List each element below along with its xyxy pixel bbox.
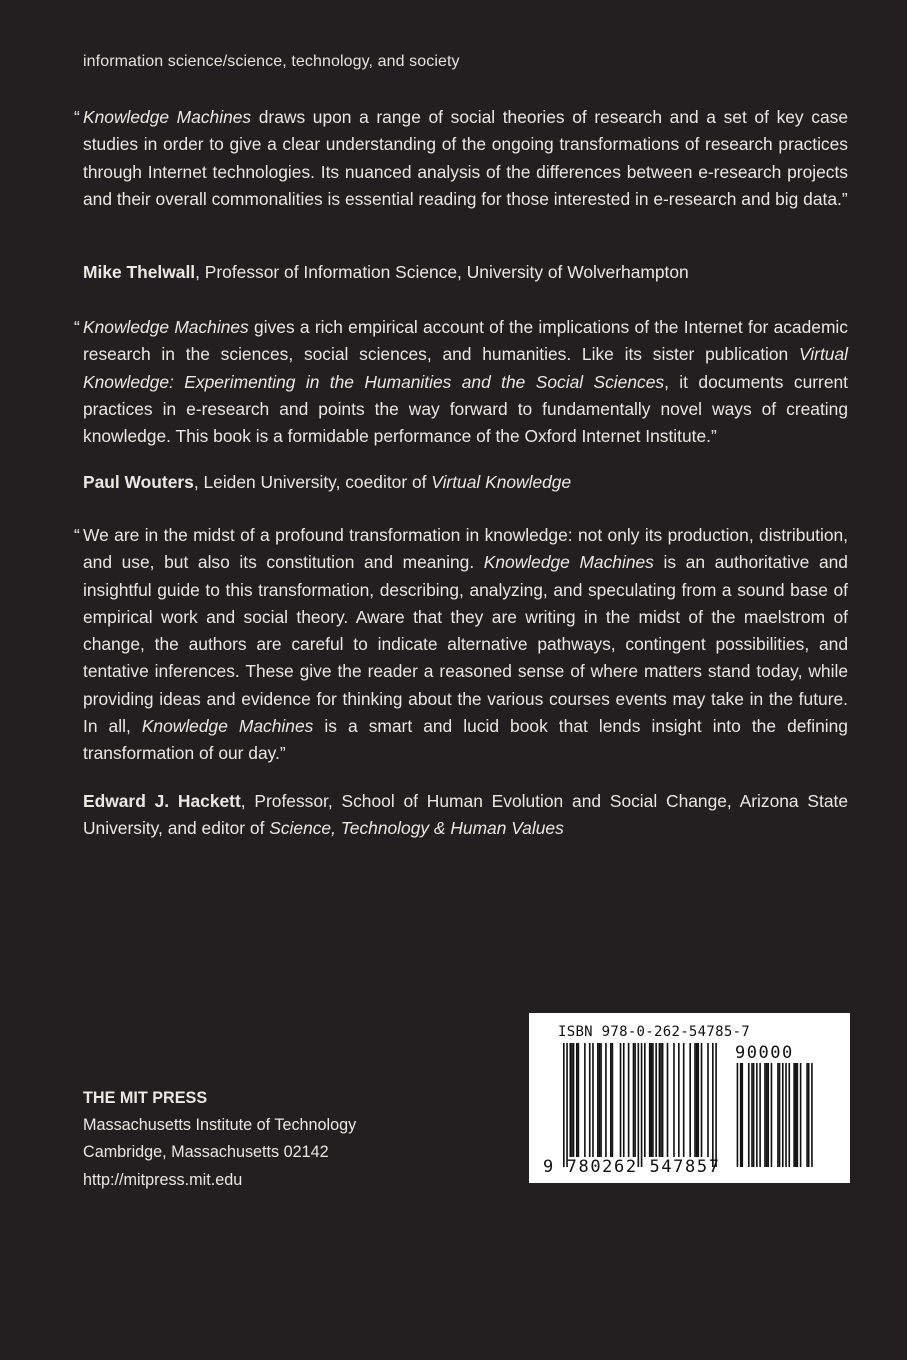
- barcode-bar: [563, 1043, 565, 1167]
- barcode-bar: [589, 1043, 591, 1157]
- barcode-addon-bar: [748, 1063, 750, 1167]
- barcode-bar: [696, 1043, 698, 1157]
- barcode-bar: [599, 1043, 601, 1157]
- barcode-bar: [612, 1043, 614, 1157]
- barcode-bar: [655, 1043, 657, 1157]
- barcode-bar: [623, 1043, 625, 1157]
- barcode-bar: [701, 1043, 703, 1157]
- isbn-label: ISBN 978-0-262-54785-7: [558, 1024, 751, 1040]
- barcode-addon-bar: [753, 1063, 755, 1167]
- reviewer-affiliation: , Professor, School of Human Evolution and Social Change, Arizona State University, and editor of: [83, 791, 848, 839]
- barcode-addon-bar: [808, 1063, 810, 1167]
- barcode-addon-bar: [737, 1063, 739, 1167]
- barcode-bar: [566, 1043, 568, 1167]
- barcode-bar: [605, 1043, 607, 1157]
- barcode-addon-bar: [795, 1063, 797, 1167]
- barcode-bar: [707, 1043, 709, 1157]
- barcode-bar: [662, 1043, 664, 1157]
- affiliation-title: Science, Technology & Human Values: [269, 818, 564, 839]
- barcode-bar: [652, 1043, 654, 1157]
- quote-text: , it documents current practices in e-research and points the way forward to fundamentally novel ways of creating knowledge. This book is a formidable performance of the Oxford Internet Institute.”: [83, 371, 848, 447]
- open-quote-mark: “: [74, 317, 80, 337]
- blurb-attribution-1: [83, 259, 848, 286]
- barcode-bar: [712, 1043, 714, 1167]
- barcode-bar: [620, 1043, 622, 1157]
- reviewer-affiliation: , Leiden University, coeditor of: [193, 472, 432, 492]
- quote-text: is a smart and lucid book that lends insight into the defining transformation of our day.”: [83, 716, 848, 764]
- barcode-bar: [597, 1043, 599, 1157]
- reviewer-name: Edward J. Hackett: [83, 791, 241, 811]
- open-quote-mark: “: [74, 107, 80, 127]
- barcode-addon-bar: [779, 1063, 781, 1167]
- barcode-bar: [678, 1043, 680, 1157]
- affiliation-title: Virtual Knowledge: [431, 472, 572, 492]
- blurb-quote-1: [74, 104, 848, 213]
- barcode-bar: [715, 1043, 717, 1167]
- barcode-addon-bar: [800, 1063, 802, 1167]
- barcode-bar: [644, 1043, 646, 1157]
- reviewer-name: Paul Wouters: [83, 472, 194, 492]
- barcode-addon-bar: [811, 1063, 813, 1167]
- barcode-bar: [573, 1043, 575, 1157]
- book-title: Knowledge Machines: [83, 107, 252, 127]
- barcode-addon-bar: [793, 1063, 795, 1167]
- barcode-bar: [610, 1043, 612, 1157]
- barcode-bar: [673, 1043, 675, 1157]
- barcode-bar: [576, 1043, 578, 1157]
- subject-category: information science/science, technology, and society: [83, 53, 460, 70]
- isbn-barcode: [529, 1013, 850, 1183]
- barcode-addon-bar: [806, 1063, 808, 1167]
- barcode-addon-bar: [740, 1063, 742, 1167]
- quote-text: We are in the midst of a profound transformation in knowledge: not only its production, distribution, and use, but also its constitution and meaning.: [83, 525, 848, 573]
- barcode-addon-bar: [756, 1063, 758, 1167]
- publisher-name: THE MIT PRESS: [83, 1089, 208, 1107]
- barcode-addon-bar: [782, 1063, 784, 1167]
- sister-book-title: Virtual Knowledge: Experimenting in the Humanities and the Social Sciences: [83, 344, 848, 392]
- blurb-attribution-2: [83, 469, 848, 496]
- book-title: Knowledge Machines: [83, 317, 249, 337]
- barcode-addon-bar: [777, 1063, 779, 1167]
- book-title: Knowledge Machines: [483, 552, 654, 573]
- barcode-bar: [667, 1043, 669, 1157]
- barcode-addon-bar: [759, 1063, 761, 1167]
- publisher-url: http://mitpress.mit.edu: [83, 1170, 243, 1189]
- barcode-ean-digits: 9 780262 547857: [543, 1157, 721, 1177]
- barcode-bar: [689, 1043, 691, 1157]
- blurb-attribution-3: [83, 788, 848, 843]
- barcode-addon-bar: [764, 1063, 766, 1167]
- barcode-bar: [571, 1043, 573, 1157]
- open-quote-mark: “: [74, 525, 80, 545]
- barcode-addon-bar: [767, 1063, 769, 1167]
- barcode-bar: [584, 1043, 586, 1157]
- barcode-addon-bar: [785, 1063, 787, 1167]
- publisher-address: Cambridge, Massachusetts 02142: [83, 1143, 329, 1162]
- blurb-quote-2: [74, 314, 848, 450]
- barcode-bar: [634, 1043, 636, 1157]
- barcode-bar: [638, 1043, 640, 1167]
- barcode-bar: [659, 1043, 661, 1157]
- barcode-bar: [633, 1043, 635, 1157]
- barcode-bar: [628, 1043, 630, 1157]
- barcode-addon-digits: 90000: [735, 1043, 794, 1063]
- blurb-quote-3: [74, 522, 848, 768]
- book-title: Knowledge Machines: [141, 716, 314, 737]
- barcode-bar: [600, 1043, 602, 1157]
- publisher-institution: Massachusetts Institute of Technology: [83, 1116, 357, 1135]
- barcode-bar: [697, 1043, 699, 1157]
- barcode-bar: [569, 1043, 571, 1157]
- quote-text: draws upon a range of social theories of research and a set of key case studies in order to give a clear understanding of the ongoing transformations of research practices through Internet technologies. Its nuanced analysis of the differences between e-research projects and their overall commonalities is essential reading for those interested in e-research and big data.”: [83, 107, 848, 209]
- barcode-bar: [578, 1043, 580, 1157]
- barcode-addon-bar: [751, 1063, 753, 1167]
- barcode-bar: [592, 1043, 594, 1157]
- barcode-bar: [683, 1043, 685, 1157]
- quote-text: gives a rich empirical account of the implications of the Internet for academic research in the sciences, social sciences, and humanities. Like its sister publication: [83, 317, 848, 365]
- barcode-bar: [641, 1043, 643, 1167]
- reviewer-name: Mike Thelwall: [83, 262, 196, 282]
- barcode-bar: [649, 1043, 651, 1157]
- quote-text: is an authoritative and insightful guide to this transformation, describing, analyzing, and speculating from a sound base of empirical work and social theory. Aware that they are writing in the midst of the maelstrom of change, the authors are careful to indicate alternative pathways, contingent possibilities, and tentative inferences. These give the reader a reasoned sense of where matters stand today, while providing ideas and evidence for thinking about the various courses events may take in the future. In all,: [83, 552, 848, 737]
- barcode-bar: [660, 1043, 662, 1157]
- barcode-addon-bar: [797, 1063, 799, 1167]
- barcode-bar: [650, 1043, 652, 1157]
- publisher-block: [83, 1085, 356, 1194]
- reviewer-affiliation: , Professor of Information Science, University of Wolverhampton: [195, 262, 689, 282]
- barcode-addon-bar: [771, 1063, 773, 1167]
- barcode-addon-bar: [766, 1063, 768, 1167]
- barcode-addon-bar: [788, 1063, 790, 1167]
- barcode-addon-bar: [741, 1063, 743, 1167]
- barcode-bar: [694, 1043, 696, 1157]
